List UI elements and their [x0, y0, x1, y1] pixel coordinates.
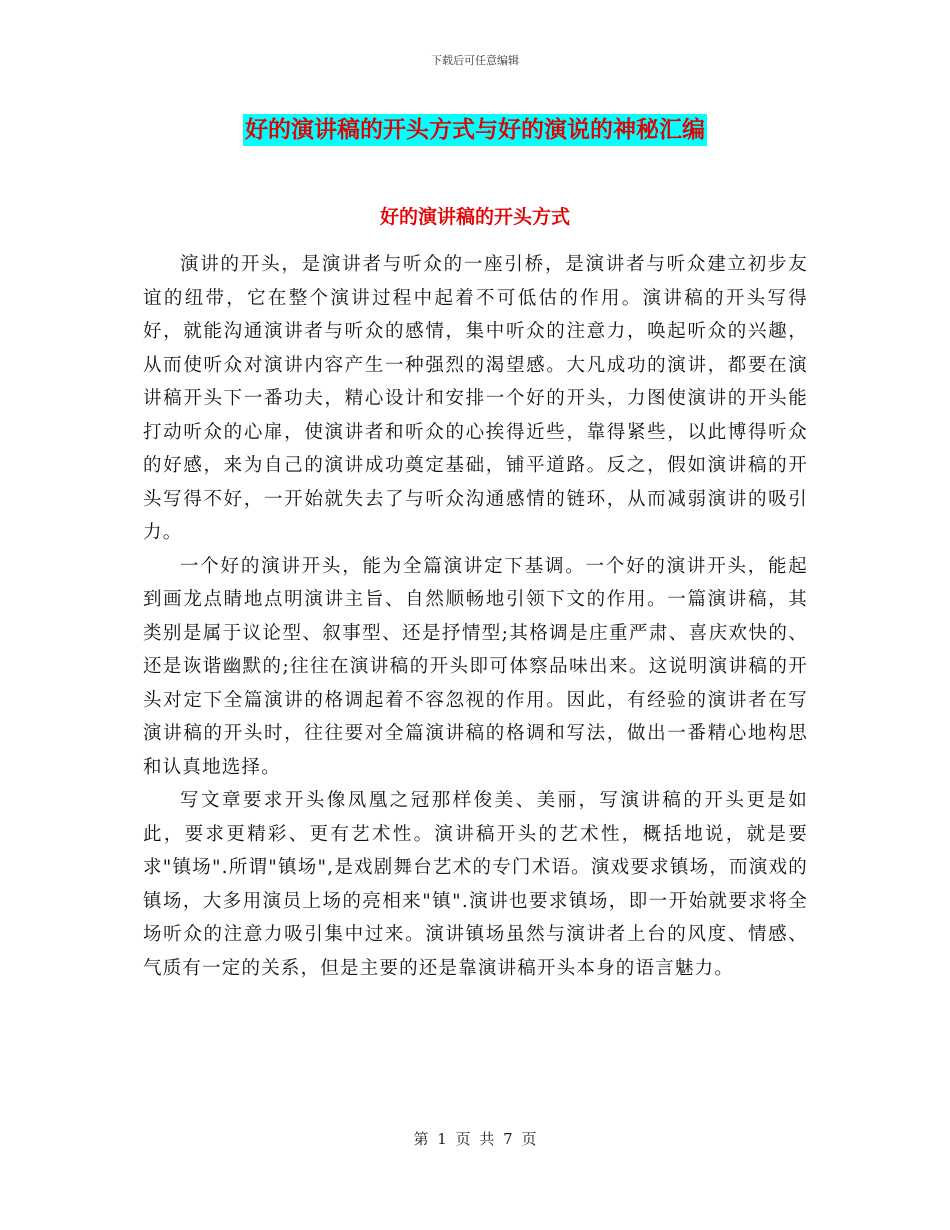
document-title-text: 好的演讲稿的开头方式与好的演说的神秘汇编 [243, 114, 707, 146]
document-title [0, 114, 950, 146]
section-title: 好的演讲稿的开头方式 [379, 206, 570, 228]
paragraph-1: 演讲的开头，是演讲者与听众的一座引桥，是演讲者与听众建立初步友谊的纽带，它在整个演讲过程中起着不可低估的作用。演讲稿的开头写得好，就能沟通演讲者与听众的感情，集中听众的注意力，唤起听众的兴趣，从而使听众对演讲内容产生一种强烈的渴望感。大凡成功的演讲，都要在演讲稿开头下一番功夫，精心设计和安排一个好的开头，力图使演讲的开头能打动听众的心扉，使演讲者和听众的心挨得近些，靠得紧些，以此博得听众的好感，来为自己的演讲成功奠定基础，铺平道路。反之，假如演讲稿的开头写得不好，一开始就失去了与听众沟通感情的链环，从而减弱演讲的吸引力。 [143, 254, 808, 543]
page-footer: 第 1 页 共 7 页 [413, 1130, 537, 1148]
page-header: 下载后可任意编辑 [431, 54, 519, 67]
paragraph-3: 写文章要求开头像凤凰之冠那样俊美、美丽，写演讲稿的开头更是如此，要求更精彩、更有艺术性。演讲稿开头的艺术性，概括地说，就是要求"镇场".所谓"镇场",是戏剧舞台艺术的专门术语。演戏要求镇场，而演戏的镇场，大多用演员上场的亮相来"镇".演讲也要求镇场，即一开始就要求将全场听众的注意力吸引集中过来。演讲镇场虽然与演讲者上台的风度、情感、气质有一定的关系，但是主要的还是靠演讲稿开头本身的语言魅力。 [143, 790, 808, 979]
paragraph-2: 一个好的演讲开头，能为全篇演讲定下基调。一个好的演讲开头，能起到画龙点睛地点明演讲主旨、自然顺畅地引领下文的作用。一篇演讲稿，其类别是属于议论型、叙事型、还是抒情型;其格调是庄重严肃、喜庆欢快的、还是诙谐幽默的;往往在演讲稿的开头即可体察品味出来。这说明演讲稿的开头对定下全篇演讲的格调起着不容忽视的作用。因此，有经验的演讲者在写演讲稿的开头时，往往要对全篇演讲稿的格调和写法，做出一番精心地构思和认真地选择。 [143, 555, 808, 778]
body-text [143, 248, 808, 985]
